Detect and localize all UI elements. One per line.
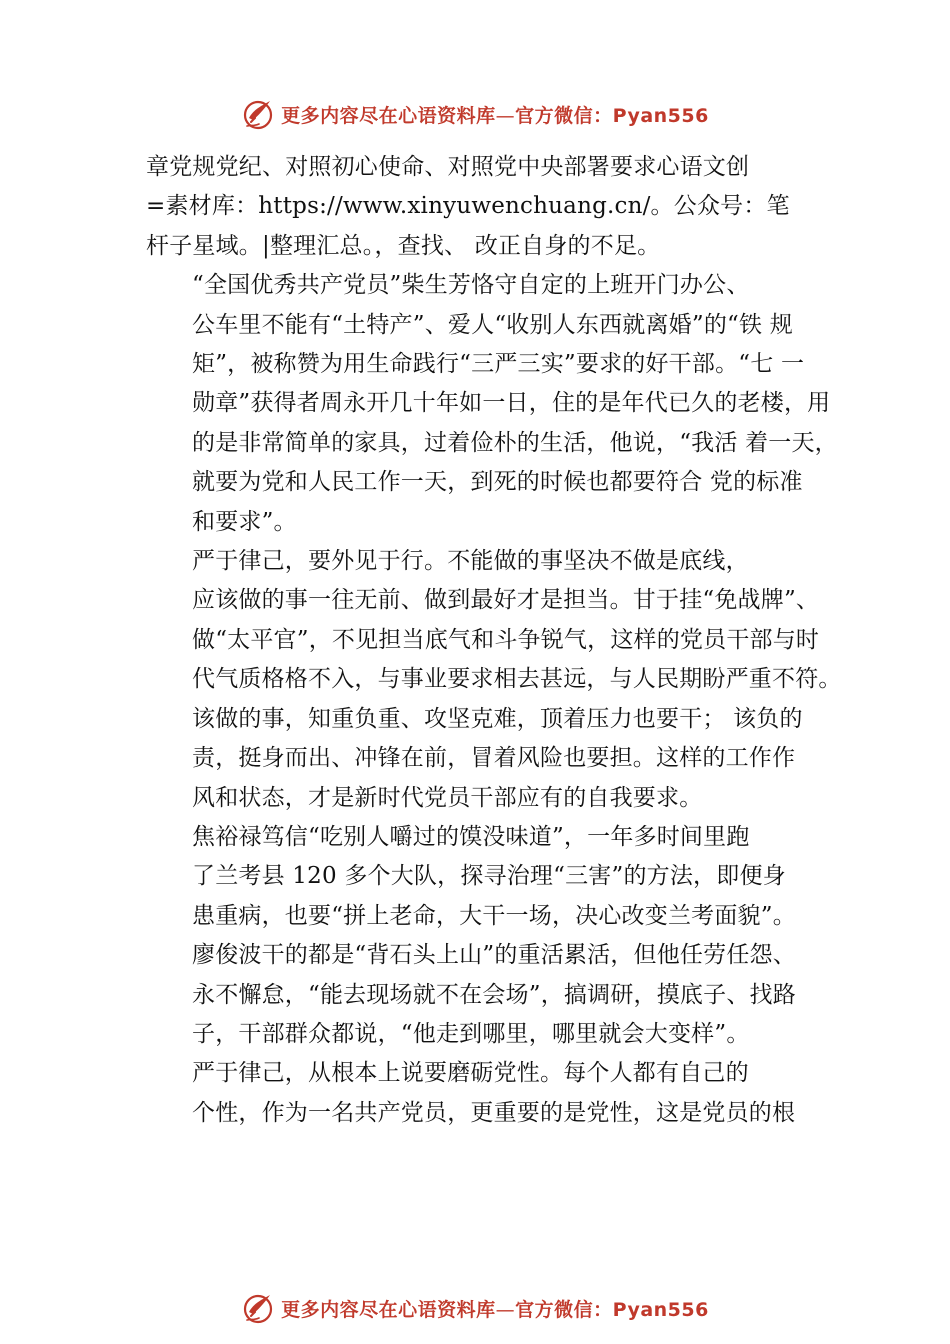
text-line: 严于律己，要外见于行。不能做的事坚决不做是底线， (192, 548, 749, 575)
paragraph (146, 148, 826, 266)
text-line: 做“太平官”，不见担当底气和斗争锐气，这样的党员干部与时 (192, 626, 820, 653)
banner-main-text: 更多内容尽在心语资料库 (281, 1298, 496, 1321)
pen-logo-icon (241, 1290, 277, 1326)
text-line: 章党规党纪、对照初心使命、对照党中央部署要求心语文创 (146, 154, 750, 180)
text-line: 代气质格格不入，与事业要求相去甚远，与人民期盼严重不符。 (192, 666, 842, 693)
text-line: 责，挺身而出、冲锋在前，冒着风险也要担。这样的工作作 (192, 745, 796, 772)
banner-text (281, 1295, 709, 1322)
banner-inner (241, 1290, 709, 1326)
banner-main-text: 更多内容尽在心语资料库 (281, 104, 496, 127)
paragraph (146, 1054, 826, 1133)
text-line: 焦裕禄笃信“吃别人嚼过的馍没味道”，一年多时间里跑 (192, 823, 750, 850)
text-line: 公车里不能有“土特产”、爱人“收别人东西就离婚”的“铁 规 (192, 311, 793, 338)
text-line: 风和状态，才是新时代党员干部应有的自我要求。 (192, 784, 703, 811)
header-banner (0, 92, 950, 136)
text-line: 了兰考县 120 多个大队，探寻治理“三害”的方法，即便身 (192, 863, 786, 890)
text-line: 个性，作为一名共产党员，更重要的是党性，这是党员的根 (192, 1099, 796, 1126)
text-line: 永不懈怠，“能去现场就不在会场”，搞调研，摸底子、找路 (192, 981, 796, 1008)
text-line: 勋章”获得者周永开几十年如一日，住的是年代已久的老楼，用 (192, 390, 831, 417)
text-line: 该做的事，知重负重、攻坚克难，顶着压力也要干； 该负的 (192, 705, 803, 732)
banner-separator: — (495, 104, 516, 127)
text-line: 矩”，被称赞为用生命践行“三严三实”要求的好干部。“七 一 (192, 351, 805, 378)
text-line: 应该做的事一往无前、做到最好才是担当。甘于挂“免战牌”、 (192, 587, 820, 614)
text-line: 严于律己，从根本上说要磨砺党性。每个人都有自己的 (192, 1060, 749, 1087)
paragraph (146, 818, 826, 1054)
text-line: 患重病，也要“拼上老命，大干一场，决心改变兰考面貌”。 (192, 902, 796, 929)
text-line: 的是非常简单的家具，过着俭朴的生活，他说，“我活 着一天， (192, 429, 838, 456)
text-line: =素材库：https://www.xinyuwenchuang.cn/。公众号：笔 (146, 193, 790, 220)
text-line: “全国优秀共产党员”柴生芳恪守自定的上班开门办公、 (192, 272, 750, 299)
banner-inner (241, 96, 709, 132)
text-line: 就要为党和人民工作一天，到死的时候也都要符合 党的标准 (192, 469, 803, 496)
paragraph (146, 266, 838, 542)
footer-banner (0, 1286, 950, 1330)
banner-text (281, 101, 709, 128)
pen-logo-icon (241, 96, 277, 132)
text-line: 子，干部群众都说，“他走到哪里，哪里就会大变样”。 (192, 1020, 750, 1047)
banner-wechat-text: 官方微信：Pyan556 (515, 1298, 709, 1321)
text-line: 杆子星域。|整理汇总。，查找、 改正自身的不足。 (146, 232, 661, 259)
paragraph (146, 542, 842, 818)
text-line: 廖俊波干的都是“背石头上山”的重活累活，但他任劳任怨、 (192, 942, 796, 969)
text-line: 和要求”。 (192, 508, 297, 535)
banner-separator: — (495, 1298, 516, 1321)
document-body (146, 148, 842, 1133)
banner-wechat-text: 官方微信：Pyan556 (515, 104, 709, 127)
